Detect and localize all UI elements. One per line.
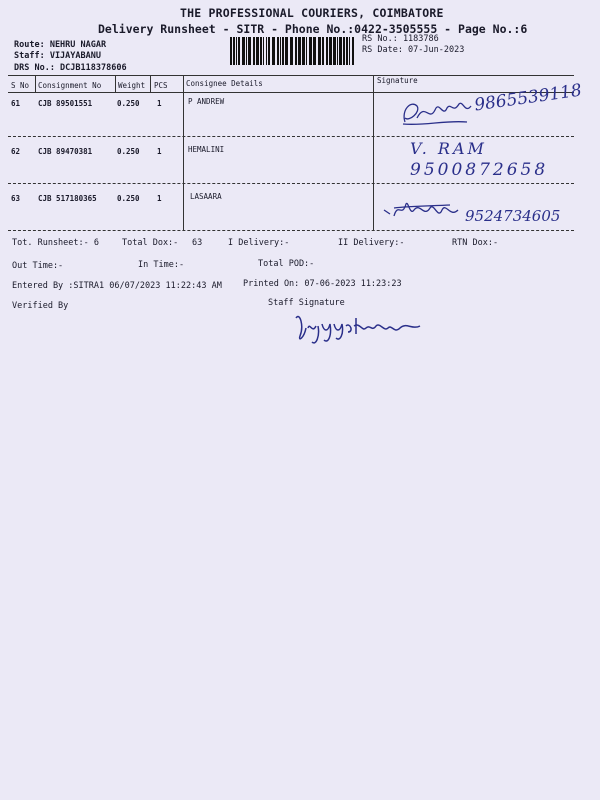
row-pcs: 1 <box>157 147 162 156</box>
printed-on: Printed On: 07-06-2023 11:23:23 <box>243 279 402 289</box>
recipient-signature <box>395 92 475 132</box>
table-top-rule <box>8 75 574 76</box>
runsheet-title: Delivery Runsheet - SITR - Phone No.:0422-3505555 - Page No.:6 <box>98 22 528 36</box>
handwritten-phone: 9524734605 <box>465 207 561 225</box>
col-divider <box>183 75 184 230</box>
row-pcs: 1 <box>157 99 162 108</box>
row-sno: 61 <box>11 99 21 108</box>
rs-number: RS No.: 1183786 <box>362 34 439 44</box>
barcode <box>230 37 355 65</box>
row-consignee: P ANDREW <box>188 97 225 106</box>
drs-number: DRS No.: DCJB118378606 <box>14 63 127 73</box>
row-sno: 63 <box>11 194 21 203</box>
first-delivery-label: I Delivery:- <box>228 238 290 248</box>
row-separator <box>8 183 574 184</box>
staff-signature <box>290 308 440 348</box>
recipient-signature <box>380 196 470 226</box>
row-weight: 0.250 <box>117 99 140 108</box>
row-consignee: LASAARA <box>190 192 222 201</box>
verified-by-label: Verified By <box>12 301 69 311</box>
staff-signature-label: Staff Signature <box>268 298 345 308</box>
col-weight-header: Weight <box>118 81 146 90</box>
row-consignee: HEMALINI <box>188 145 225 154</box>
col-consignee-header: Consignee Details <box>186 79 263 88</box>
row-weight: 0.250 <box>117 194 140 203</box>
route-label: Route: NEHRU NAGAR <box>14 40 107 50</box>
total-dox-label: Total Dox:- <box>122 238 179 248</box>
in-time-label: In Time:- <box>138 260 185 270</box>
handwritten-name: V. RAM <box>410 139 487 158</box>
rtn-dox-label: RTN Dox:- <box>452 238 499 248</box>
entered-by: Entered By :SITRA1 06/07/2023 11:22:43 AM <box>12 281 222 291</box>
col-consignment-header: Consignment No <box>38 81 102 90</box>
handwritten-phone: 9500872658 <box>410 160 549 180</box>
row-sno: 62 <box>11 147 21 156</box>
col-sno-header: S No <box>11 81 30 90</box>
rs-date: RS Date: 07-Jun-2023 <box>362 45 465 55</box>
total-pod-label: Total POD:- <box>258 259 315 269</box>
row-weight: 0.250 <box>117 147 140 156</box>
handwritten-phone: 9865539118 <box>473 80 584 116</box>
second-delivery-label: II Delivery:- <box>338 238 405 248</box>
col-divider <box>150 75 151 92</box>
company-title: THE PROFESSIONAL COURIERS, COIMBATORE <box>180 6 444 20</box>
row-pcs: 1 <box>157 194 162 203</box>
col-pcs-header: PCS <box>154 81 168 90</box>
col-divider <box>115 75 116 92</box>
table-bottom-rule <box>8 230 574 231</box>
row-consignment: CJB 517180365 <box>38 194 97 203</box>
col-divider <box>35 75 36 92</box>
row-separator <box>8 136 574 137</box>
total-dox-value: 63 <box>192 238 203 248</box>
col-signature-header: Signature <box>377 76 418 85</box>
row-consignment: CJB 89470381 <box>38 147 93 156</box>
col-divider <box>373 75 374 230</box>
out-time-label: Out Time:- <box>12 261 64 271</box>
staff-label: Staff: VIJAYABANU <box>14 51 101 61</box>
total-runsheet: Tot. Runsheet:- 6 <box>12 238 99 248</box>
row-consignment: CJB 89501551 <box>38 99 93 108</box>
